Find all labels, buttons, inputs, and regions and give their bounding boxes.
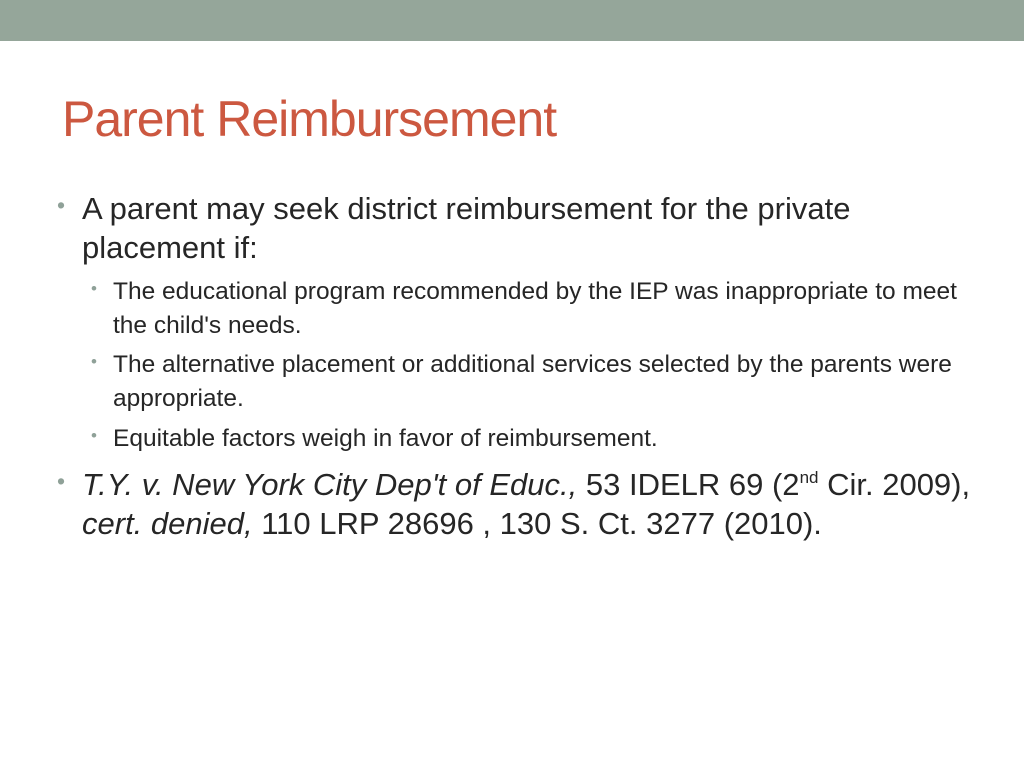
- sub-bullet-dot: •: [91, 279, 97, 298]
- bullet-parent-reimbursement: [57, 189, 982, 267]
- sub-bullet-text: The educational program recommended by the IEP was inappropriate to meet the child's needs.: [113, 278, 957, 339]
- sub-bullet-text: Equitable factors weigh in favor of reimbursement.: [113, 425, 658, 452]
- sub-bullet-dot: •: [91, 352, 97, 371]
- citation-supreme-court: 110 LRP 28696 , 130 S. Ct. 3277 (2010).: [252, 506, 822, 541]
- slide-title: Parent Reimbursement: [62, 91, 557, 147]
- bullet-dot: •: [57, 468, 66, 494]
- bullet-dot: •: [57, 192, 66, 218]
- bullet-text: A parent may seek district reimbursement for the private placement if:: [82, 191, 851, 265]
- sub-bullet-dot: •: [91, 426, 97, 445]
- citation-case-name: T.Y. v. New York City Dep't of Educ.,: [82, 467, 578, 502]
- citation-circuit-year: Cir. 2009),: [818, 467, 971, 502]
- citation-reporter-text: 53 IDELR 69 (2: [577, 467, 800, 502]
- citation-cert-denied: cert. denied,: [82, 506, 253, 541]
- sub-bullet-text: The alternative placement or additional services selected by the parents were appropriate.: [113, 351, 952, 412]
- sub-bullet-placement-appropriate: [91, 348, 963, 416]
- sub-bullet-iep-inappropriate: [91, 275, 963, 343]
- citation-ordinal-suffix: nd: [799, 468, 819, 487]
- bullet-case-citation: [57, 465, 982, 543]
- sub-bullet-equitable-factors: [91, 422, 963, 456]
